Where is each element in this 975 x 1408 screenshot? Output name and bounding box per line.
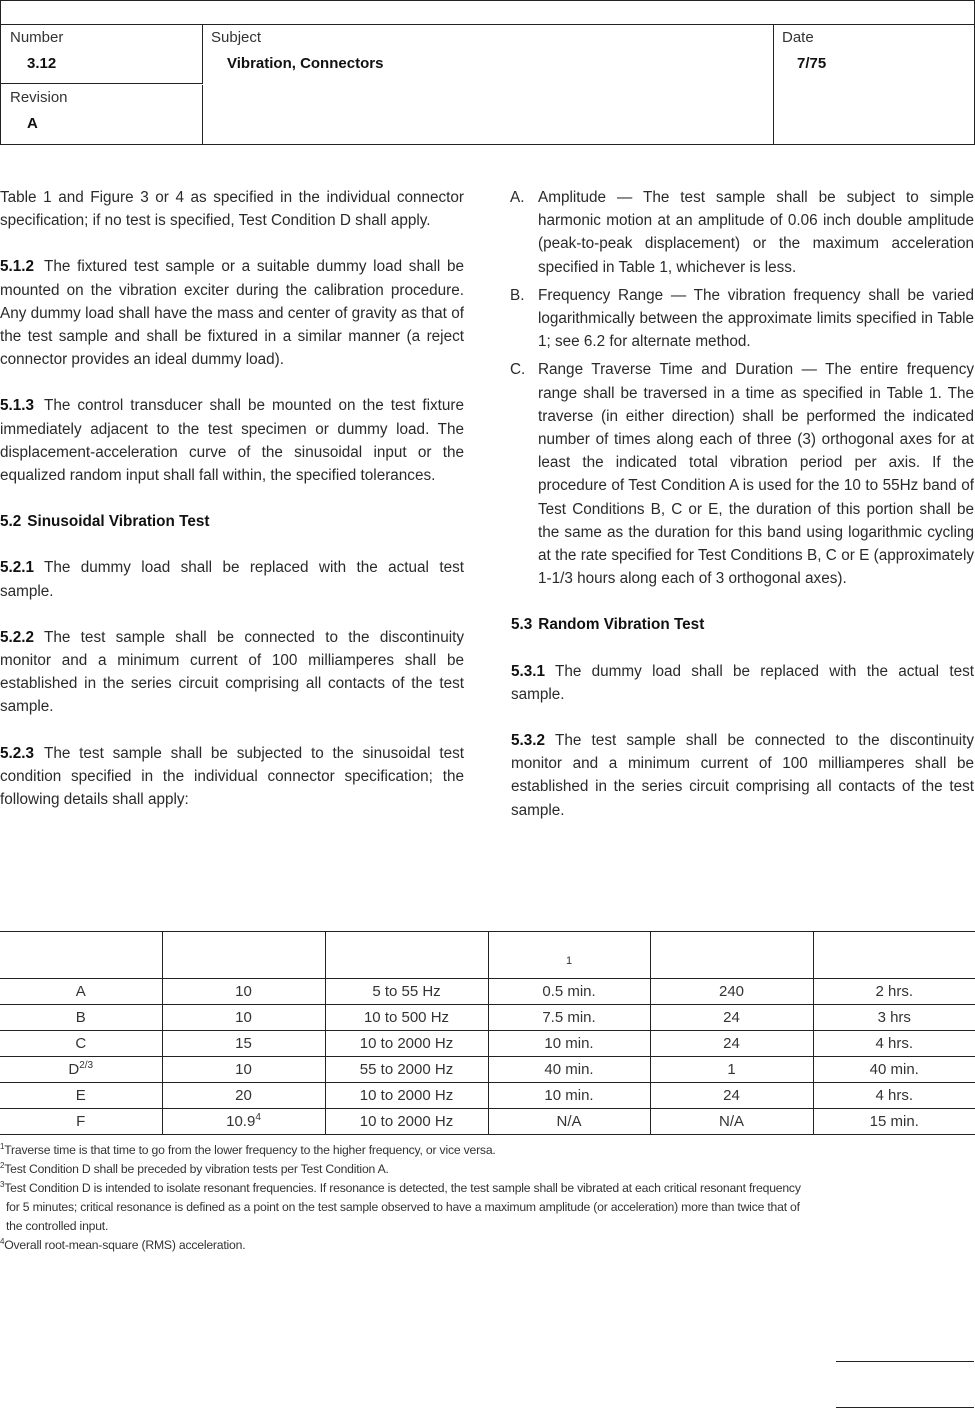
table-row [0,1005,975,1031]
date-label: Date [782,29,814,46]
intro-text: Table 1 and Figure 3 or 4 as specified in the individual connector specification; if no test is specified, Test Condition D shall apply. [0,189,464,230]
frequency-cell: 55 to 2000 Hz [325,1057,488,1083]
acceleration-cell [162,1109,325,1135]
header-date-cell [774,25,974,144]
duration-cell: 40 min. [813,1057,975,1083]
count-cell: 24 [650,1031,813,1057]
condition-value: D [68,1061,80,1078]
count-cell: 24 [650,1005,813,1031]
header-cell [650,932,813,979]
paragraph-5-2-3 [0,742,464,812]
list-marker: C. [510,361,526,379]
paragraph-number: 5.2.1 [0,559,35,577]
paragraph-number: 5.2.3 [0,744,35,762]
condition-cell [0,1031,162,1057]
header-cell [813,932,975,979]
table-row [0,1083,975,1109]
paragraph-5-2-1 [0,556,464,602]
frequency-cell: 10 to 2000 Hz [325,1031,488,1057]
header-cell [162,932,325,979]
revision-value: A [27,115,38,132]
table-row [0,1109,975,1135]
list-item-text: Frequency Range — The vibration frequency shall be varied logarithmically between the approximate limits specified in Table 1; see 6.2 for alternate method. [538,286,974,351]
footnote-3-continued: for 5 minutes; critical resonance is defined as a point on the test sample observed to have a maximum amplitude (or acceleration) more than twice that of [6,1200,800,1214]
footnote-text: Test Condition D shall be preceded by vibration tests per Test Condition A. [4,1162,389,1176]
footnote-2 [0,1160,930,1179]
section-number: 5.3 [511,616,533,634]
paragraph-number: 5.2.2 [0,628,35,646]
acceleration-cell: 15 [162,1031,325,1057]
list-marker: B. [510,286,525,304]
list-item-traverse-time [510,358,974,590]
footnote-mark: 3 [0,1180,5,1189]
footnote-3 [0,1179,930,1198]
traverse-cell: 40 min. [488,1057,650,1083]
test-details-list [510,186,974,590]
paragraph-number: 5.1.3 [0,397,35,415]
footnote-1 [0,1141,930,1160]
paragraph-5-1-3 [0,394,464,487]
footnote-3-continued-2: the controlled input. [6,1219,109,1233]
acceleration-cell: 20 [162,1083,325,1109]
number-value: 3.12 [27,55,57,72]
duration-cell: 4 hrs. [813,1083,975,1109]
table-row [0,1031,975,1057]
header-title-bar [1,1,974,25]
footnote-ref: 2/3 [79,1060,94,1071]
footnote-text: Overall root-mean-square (RMS) acceleration. [4,1238,246,1252]
header-number-cell [1,25,203,84]
header-revision-cell [1,85,203,144]
header-cell [325,932,488,979]
left-column [0,186,464,834]
traverse-cell: 0.5 min. [488,979,650,1005]
acceleration-cell: 10 [162,979,325,1005]
condition-value: F [76,1113,86,1130]
footnote-mark: 2 [0,1161,5,1170]
count-cell: 1 [650,1057,813,1083]
footnote-mark: 1 [0,1142,5,1151]
test-conditions-table [0,931,975,1135]
footnote-text: Traverse time is that time to go from the lower frequency to the higher frequency, or vice versa. [4,1143,496,1157]
condition-cell [0,1109,162,1135]
table-header-row [0,932,975,979]
traverse-cell: 10 min. [488,1031,650,1057]
frequency-cell: 10 to 500 Hz [325,1005,488,1031]
paragraph-5-3-1 [511,660,974,706]
footnote-mark: 4 [0,1237,5,1246]
traverse-cell: N/A [488,1109,650,1135]
intro-paragraph [0,186,464,232]
header-cell-traverse-footnote: 1 [488,932,650,979]
table-row [0,979,975,1005]
frequency-cell: 10 to 2000 Hz [325,1109,488,1135]
signature-rule [836,1361,974,1362]
revision-label: Revision [10,89,68,106]
condition-value: B [75,1009,86,1026]
acceleration-cell: 10 [162,1005,325,1031]
table-footnotes [0,1141,930,1255]
condition-cell [0,1057,162,1083]
paragraph-5-3-2 [511,729,974,822]
count-cell: N/A [650,1109,813,1135]
header-cell [0,932,162,979]
acceleration-value: 10.9 [226,1113,256,1130]
header-subject-cell [203,25,774,144]
right-column [511,186,974,845]
paragraph-text: The dummy load shall be replaced with the actual test sample. [511,662,974,703]
list-item-text: Amplitude — The test sample shall be subject to simple harmonic motion at an amplitude of 0.06 inch double amplitude (peak-to-peak displacement) or the maximum acceleration specified in Table 1, whichever is less. [538,189,974,276]
duration-cell: 4 hrs. [813,1031,975,1057]
condition-value: A [75,983,86,1000]
section-title: Sinusoidal Vibration Test [27,513,210,531]
subject-label: Subject [211,29,262,46]
duration-cell: 3 hrs [813,1005,975,1031]
condition-value: E [75,1087,86,1104]
section-heading-5-2 [0,510,464,533]
list-marker: A. [510,189,525,206]
paragraph-text: The test sample shall be connected to the discontinuity monitor and a minimum current of 100 milliamperes shall be established in the series circuit comprising all contacts of the test sample. [0,628,464,716]
list-item-frequency-range [510,284,974,354]
section-number: 5.2 [0,513,22,531]
date-value: 7/75 [797,55,827,72]
subject-value: Vibration, Connectors [227,55,384,72]
paragraph-text: The dummy load shall be replaced with the actual test sample. [0,559,464,600]
paragraph-number: 5.3.2 [511,732,546,750]
list-item-text: Range Traverse Time and Duration — The entire frequency range shall be traversed in a time as specified in Table 1. The traverse (in either direction) shall be performed the indicated number of times along each of three (3) orthogonal axes for at least the indicated total vibration period per axis. If the procedure of Test Condition A is used for the 10 to 55Hz band of Test Conditions B, C or E, the duration of this portion shall be the same as the duration for this band using logarithmic cycling at the rate specified for Test Conditions B, C or E (approximately 1-1/3 hours along each of 3 orthogonal axes). [538,361,974,588]
paragraph-text: The fixtured test sample or a suitable dummy load shall be mounted on the vibration exciter during the calibration procedure. Any dummy load shall have the mass and center of gravity as that of the test sample and shall be fixtured in a similar manner (a reject connector provides an ideal dummy load). [0,258,464,369]
list-item-amplitude [510,186,974,279]
traverse-cell: 10 min. [488,1083,650,1109]
frequency-cell: 5 to 55 Hz [325,979,488,1005]
section-title: Random Vibration Test [538,616,705,634]
paragraph-text: The test sample shall be subjected to the sinusoidal test condition specified in the individual connector specification; the following details shall apply: [0,744,464,809]
count-cell: 24 [650,1083,813,1109]
table-row [0,1057,975,1083]
traverse-cell: 7.5 min. [488,1005,650,1031]
acceleration-cell: 10 [162,1057,325,1083]
paragraph-text: The test sample shall be connected to the discontinuity monitor and a minimum current of 100 milliamperes shall be established in the series circuit comprising all contacts of the test sample. [511,732,974,819]
paragraph-5-1-2 [0,255,464,371]
frequency-cell: 10 to 2000 Hz [325,1083,488,1109]
paragraph-number: 5.1.2 [0,258,35,276]
paragraph-number: 5.3.1 [511,662,546,680]
section-heading-5-3 [511,613,974,636]
condition-cell [0,1083,162,1109]
condition-cell [0,979,162,1005]
footnote-4 [0,1236,930,1255]
paragraph-5-2-2 [0,626,464,719]
condition-value: C [75,1035,87,1052]
footnote-ref: 4 [255,1112,261,1123]
count-cell: 240 [650,979,813,1005]
number-label: Number [10,29,64,46]
duration-cell: 2 hrs. [813,979,975,1005]
document-header [0,0,975,145]
paragraph-text: The control transducer shall be mounted on the test fixture immediately adjacent to the test specimen or dummy load. The displacement-acceleration curve of the sinusoidal input or the equalized random input shall fall within, the specified tolerances. [0,397,464,485]
duration-cell: 15 min. [813,1109,975,1135]
condition-cell [0,1005,162,1031]
footnote-text: Test Condition D is intended to isolate resonant frequencies. If resonance is detected, the test sample shall be vibrated at each critical resonant frequency [4,1181,801,1195]
